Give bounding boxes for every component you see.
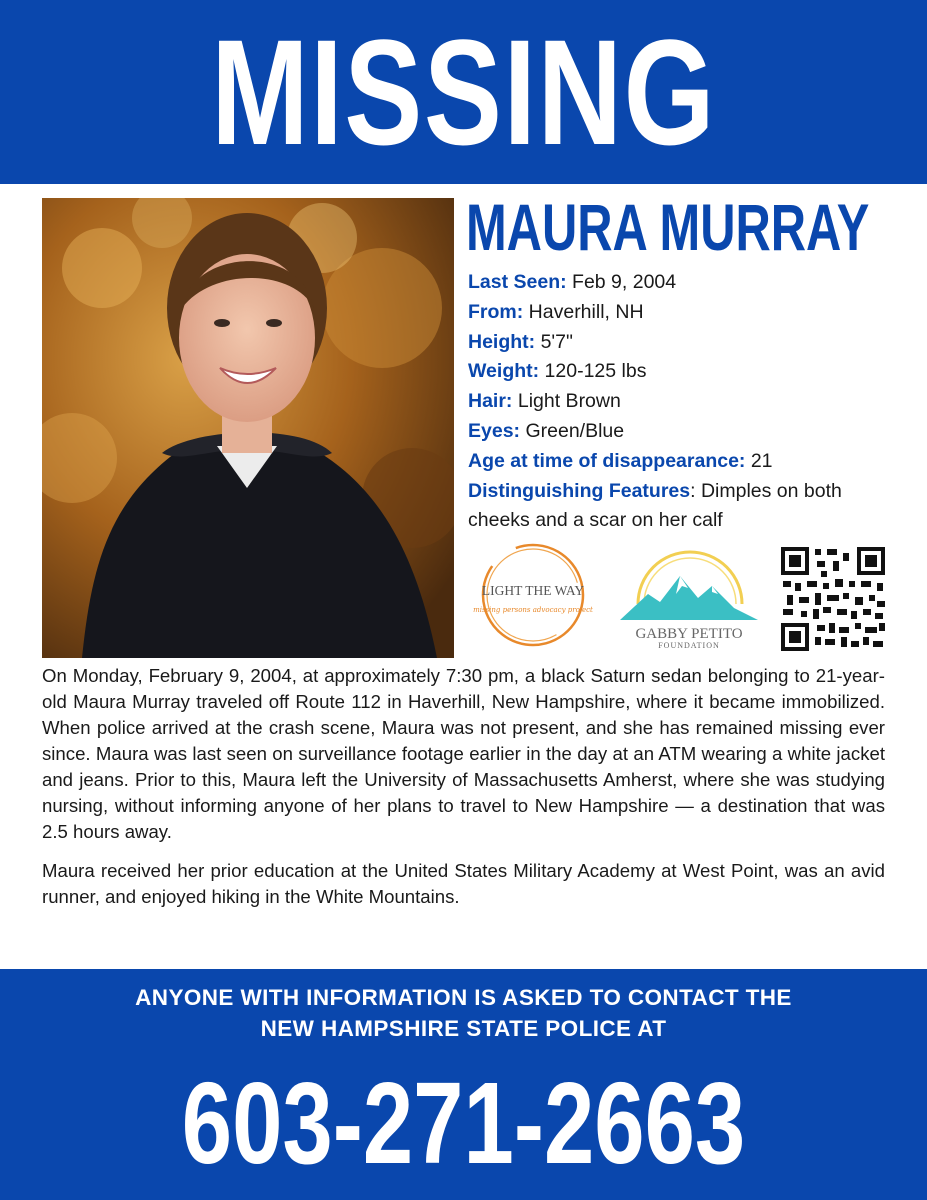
- contact-line-1: ANYONE WITH INFORMATION IS ASKED TO CONTACT THE: [135, 985, 792, 1010]
- facts-list: [468, 268, 908, 536]
- gabby-petito-logo: [618, 542, 760, 650]
- fact-distinguishing-features: Distinguishing Features: Dimples on both cheeks and a scar on her calf: [468, 479, 842, 532]
- story-paragraph-1: On Monday, February 9, 2004, at approximately 7:30 pm, a black Saturn sedan belonging to 21-year-old Maura Murray traveled off Route 112 in Haverhill, New Hampshire, where it became immobilized. When police arrived at the crash scene, Maura was not present, and she has remained missing ever since. Maura was last seen on surveillance footage earlier in the day at an ATM wearing a white jacket and jeans. Prior to this, Maura left the University of Massachusetts Amherst, where she was studying nursing, without informing anyone of her plans to travel to New Hampshire — a destination that was 2.5 hours away.: [42, 665, 885, 842]
- light-the-way-subtitle: missing persons advocacy project: [473, 606, 593, 614]
- missing-title: MISSING: [211, 8, 716, 176]
- gabby-petito-title: GABBY PETITO: [635, 626, 743, 642]
- fact-eyes: Eyes: Green/Blue: [468, 419, 625, 442]
- qr-code-icon[interactable]: [781, 547, 885, 651]
- gabby-petito-subtitle: FOUNDATION: [658, 641, 720, 650]
- header-banner: [0, 0, 927, 184]
- fact-age: Age at time of disappearance: 21: [468, 449, 773, 472]
- contact-phone-number[interactable]: 603-271-2663: [181, 1058, 746, 1188]
- story-paragraph-2: Maura received her prior education at the United States Military Academy at West Point, was an avid runner, and enjoyed hiking in the White Mountains.: [42, 860, 885, 907]
- fact-hair: Hair: Light Brown: [468, 390, 621, 413]
- story-text: [42, 663, 885, 923]
- contact-line-2: NEW HAMPSHIRE STATE POLICE AT: [260, 1016, 667, 1041]
- person-photo: [42, 198, 454, 658]
- fact-last-seen: Last Seen: Feb 9, 2004: [468, 271, 677, 293]
- fact-height: Height: 5'7": [468, 330, 573, 353]
- light-the-way-logo: [468, 540, 598, 650]
- light-the-way-title: LIGHT THE WAY: [481, 583, 585, 598]
- fact-weight: Weight: 120-125 lbs: [468, 360, 647, 383]
- fact-from: From: Haverhill, NH: [468, 300, 644, 323]
- contact-instructions: [0, 982, 927, 1044]
- person-name: MAURA MURRAY: [466, 190, 870, 264]
